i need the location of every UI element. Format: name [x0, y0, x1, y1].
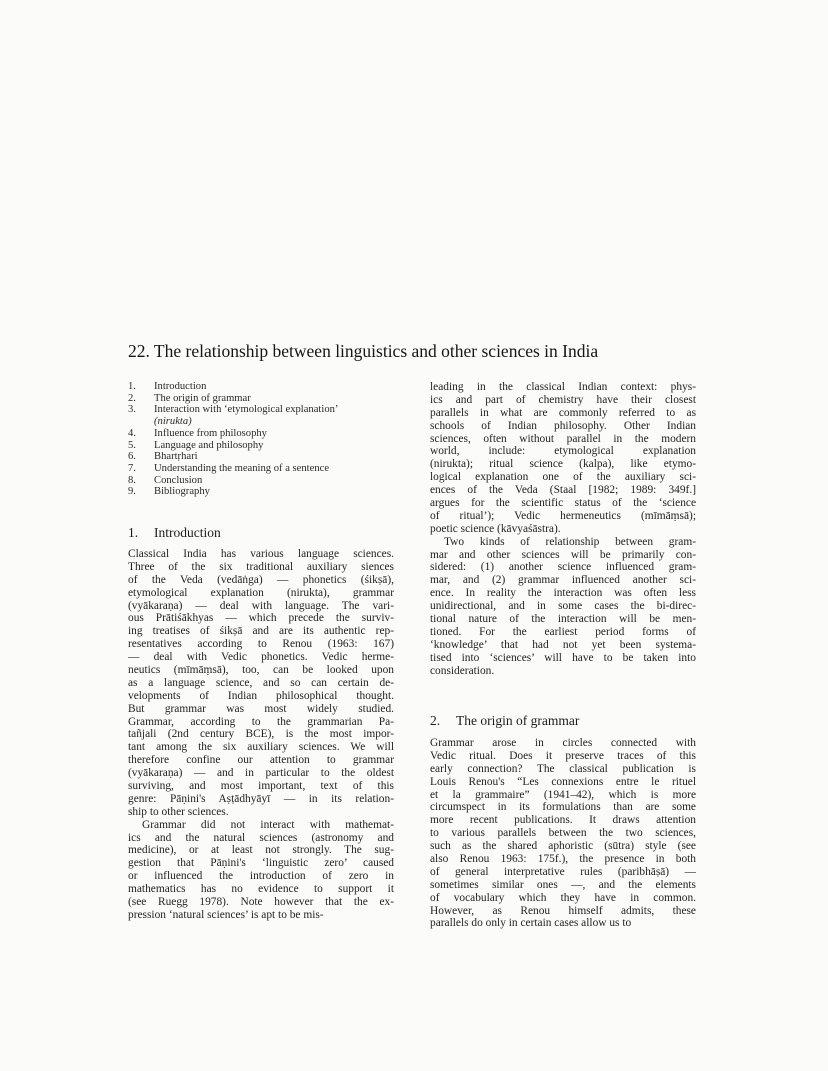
- chapter-title: 22. The relationship between linguistics and other sciences in India: [128, 341, 599, 361]
- left-column-text: [128, 548, 394, 922]
- text-line: surviving, and most important, text of this: [128, 780, 394, 793]
- text-line: of the Veda (vedāṅga) — phonetics (śikṣā),: [128, 573, 394, 586]
- toc-item: 4. Influence from philosophy: [128, 427, 267, 439]
- text-line: sometimes similar ones —, and the elements: [430, 878, 696, 891]
- toc-item: 5. Language and philosophy: [128, 439, 264, 451]
- toc-item: 7. Understanding the meaning of a sentence: [128, 462, 330, 474]
- text-line: to various parallels between the two sciences,: [430, 827, 696, 840]
- text-line: circumspect in its formulations than are some: [430, 801, 696, 814]
- text-line: world, include: etymological explanation: [430, 445, 696, 458]
- text-line: (nirukta); ritual science (kalpa), like etymo-: [430, 458, 696, 471]
- text-line: Grammar arose in circles connected with: [430, 737, 696, 749]
- text-line: mathematics has no evidence to support it: [128, 883, 394, 896]
- text-line: ics and part of chemistry have their closest: [430, 393, 696, 406]
- text-line: resentatives according to Renou (1963: 167): [128, 638, 394, 651]
- table-of-contents: [128, 381, 408, 498]
- toc-item: 8. Conclusion: [128, 474, 203, 486]
- text-line: sidered: (1) another science influenced gram-: [430, 561, 696, 574]
- text-line: velopments of Indian philosophical thought.: [128, 689, 394, 702]
- text-line: schools of Indian philosophy. Other Indian: [430, 419, 696, 432]
- text-line: sciences, often without parallel in the modern: [430, 432, 696, 445]
- section-heading-introduction: 1. Introduction: [128, 525, 221, 540]
- text-line: tant among the six auxiliary sciences. We will: [128, 741, 394, 754]
- text-line: logical explanation one of the auxiliary sci-: [430, 471, 696, 484]
- text-line: Classical India has various language sciences.: [128, 548, 394, 560]
- text-line: ences of the Veda (Staal [1982; 1989: 349f.]: [430, 484, 696, 497]
- text-line: of general interpretative rules (paribhāṣā) —: [430, 865, 696, 878]
- text-line: mar and other sciences will be primarily con-: [430, 548, 696, 561]
- toc-item: 2. The origin of grammar: [128, 392, 251, 404]
- text-line: But grammar was most widely studied.: [128, 702, 394, 715]
- toc-item: 6. Bhartṛhari: [128, 451, 198, 463]
- text-line: However, as Renou himself admits, these: [430, 904, 696, 917]
- text-line: Two kinds of relationship between gram-: [444, 535, 696, 548]
- text-line: tañjali (2nd century BCE), is the most impor-: [128, 728, 394, 741]
- text-line: therefore confine our attention to grammar: [128, 754, 394, 767]
- text-line: consideration.: [430, 664, 495, 677]
- right-column-text-bottom: [430, 737, 696, 930]
- toc-item: 1. Introduction: [128, 381, 207, 392]
- text-line: as a language science, and so can certain de-: [128, 676, 394, 689]
- text-line: ics and the natural sciences (astronomy and: [128, 831, 394, 844]
- toc-item: (nirukta): [154, 416, 192, 428]
- right-column-text-top: [430, 381, 696, 677]
- text-line: neutics (mīmāṃsā), too, can be looked upon: [128, 664, 394, 677]
- text-line: parallels in what are commonly referred to as: [430, 406, 696, 419]
- text-line: also Renou 1963: 175f.), the presence in both: [430, 853, 696, 866]
- text-line: ence. In reality the interaction was often less: [430, 587, 696, 600]
- text-line: etymological explanation (nirukta), grammar: [128, 586, 394, 599]
- text-line: (vyākaraṇa) — deal with language. The vari-: [128, 599, 394, 612]
- toc-item: 3. Interaction with ‘etymological explanation’: [128, 404, 339, 416]
- text-line: — deal with Vedic phonetics. Vedic herme-: [128, 651, 394, 664]
- text-line: tised into ‘sciences’ will have to be taken into: [430, 651, 696, 664]
- text-line: gestion that Pāṇini's ‘linguistic zero’ caused: [128, 857, 394, 870]
- text-line: Three of the six traditional auxiliary siences: [128, 560, 394, 573]
- text-line: mar, and (2) grammar influenced another sci-: [430, 574, 696, 587]
- text-line: poetic science (kāvyaśāstra).: [430, 522, 561, 535]
- text-line: of ritual’); Vedic hermeneutics (mīmāṃsā);: [430, 509, 696, 522]
- text-line: Grammar did not interact with mathemat-: [142, 818, 394, 831]
- text-line: tional nature of the interaction will be men-: [430, 613, 696, 626]
- text-line: argues for the scientific status of the ‘science: [430, 497, 696, 510]
- toc-item: 9. Bibliography: [128, 486, 210, 498]
- text-line: ous Prātiśākhyas — which precede the surviv-: [128, 612, 394, 625]
- text-line: ship to other sciences.: [128, 805, 229, 818]
- text-line: of vocabulary which they have in common.: [430, 891, 696, 904]
- text-line: medicine), or at least not strongly. The sug-: [128, 844, 394, 857]
- text-line: ing treatises of śikṣā and are its authentic rep-: [128, 625, 394, 638]
- text-line: Vedic ritual. Does it preserve traces of this: [430, 749, 696, 762]
- text-line: or influenced the introduction of zero in: [128, 870, 394, 883]
- text-line: (vyākaraṇa) — and in particular to the oldest: [128, 767, 394, 780]
- text-line: tioned. For the earliest period forms of: [430, 625, 696, 638]
- text-line: Grammar, according to the grammarian Pa-: [128, 715, 394, 728]
- text-line: et la grammaire” (1941–42), which is more: [430, 788, 696, 801]
- text-line: ‘knowledge’ that had not yet been systema-: [430, 638, 696, 651]
- text-line: more recent publications. It draws attention: [430, 814, 696, 827]
- section-heading-origin-of-grammar: 2. The origin of grammar: [430, 713, 580, 728]
- text-line: leading in the classical Indian context: phys-: [430, 381, 696, 393]
- text-line: genre: Pāṇini's Aṣṭādhyāyī — in its relation-: [128, 792, 394, 805]
- text-line: early connection? The classical publication is: [430, 762, 696, 775]
- text-line: (see Ruegg 1978). Note however that the ex-: [128, 896, 394, 909]
- text-line: parallels do only in certain cases allow us to: [430, 917, 632, 930]
- text-line: pression ‘natural sciences’ is apt to be mis-: [128, 908, 324, 921]
- text-line: such as the shared aphoristic (sūtra) style (see: [430, 840, 696, 853]
- text-line: Louis Renou's “Les connexions entre le rituel: [430, 775, 696, 788]
- text-line: unidirectional, and in some cases the bi-direc-: [430, 600, 696, 613]
